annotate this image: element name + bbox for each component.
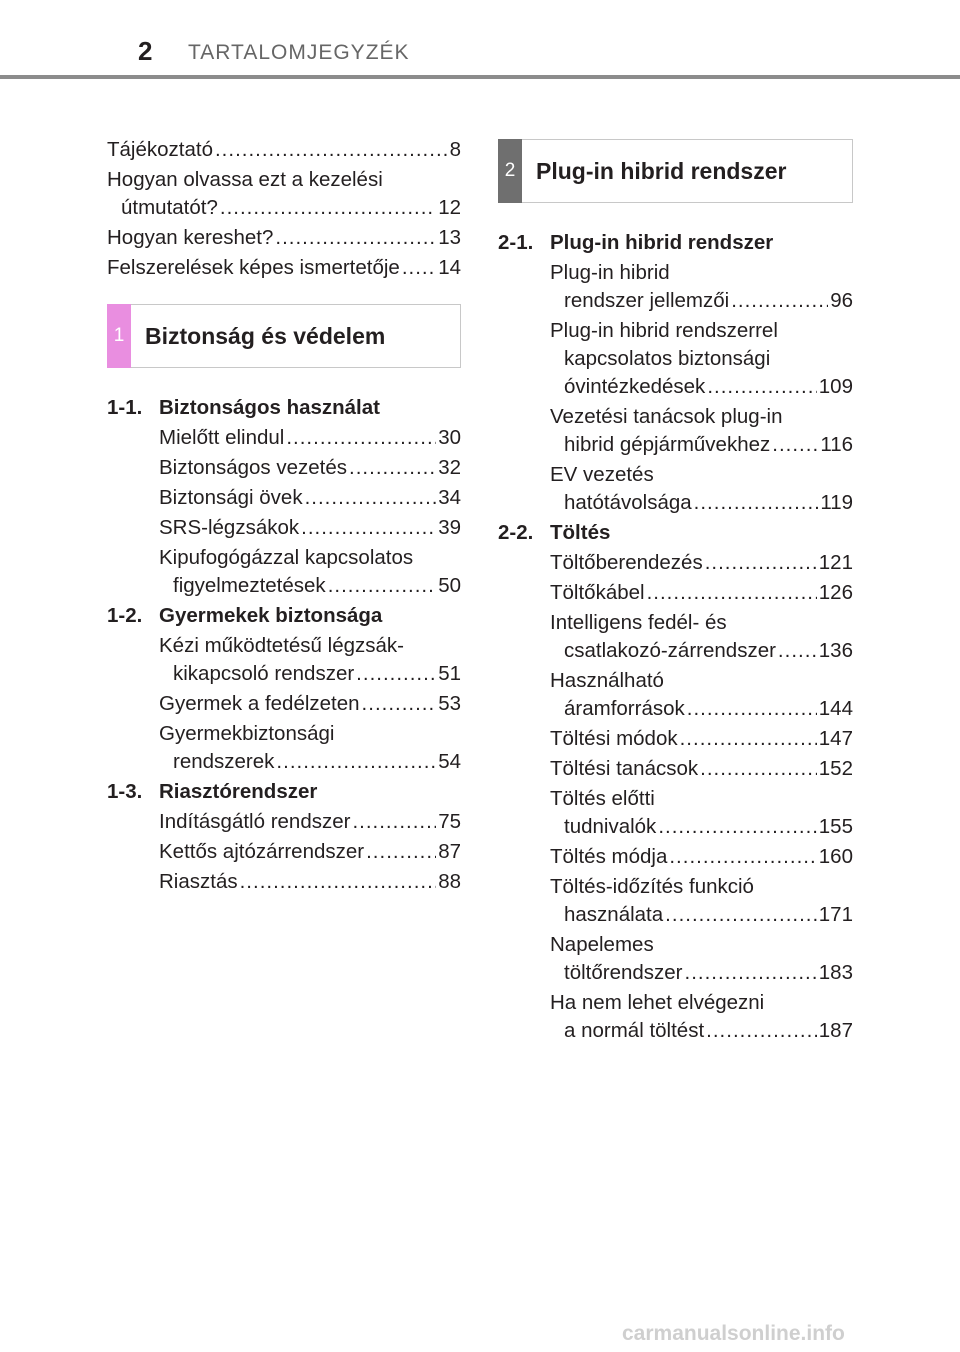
dot-leader	[286, 424, 436, 452]
toc-entry-label: rendszerek	[173, 750, 275, 773]
toc-entry[interactable]	[159, 808, 461, 836]
right-column	[498, 139, 853, 1047]
toc-entry[interactable]	[550, 609, 853, 665]
toc-entry-label: rendszer jellemzői	[564, 289, 730, 312]
toc-page-number: 152	[818, 757, 853, 780]
toc-entry-label: Tájékoztató	[107, 138, 213, 161]
toc-entry-label: Indításgátló rendszer	[159, 810, 351, 833]
dot-leader	[658, 813, 816, 841]
toc-page-number: 121	[818, 551, 853, 574]
toc-entry[interactable]	[159, 544, 461, 600]
toc-entry-label: Vezetési tanácsok plug-in	[550, 405, 783, 428]
toc-page-number: 54	[438, 750, 461, 773]
toc-page-number: 51	[438, 662, 461, 685]
subsection-heading[interactable]	[498, 229, 853, 257]
subsection-title: Plug-in hibrid rendszer	[550, 231, 774, 254]
toc-entry-label: Töltőberendezés	[550, 551, 703, 574]
section-2-tab: 2	[498, 139, 522, 203]
toc-entry-label: útmutatót?	[121, 196, 218, 219]
toc-entry[interactable]	[550, 579, 853, 607]
toc-page-number: 8	[449, 138, 461, 161]
dot-leader	[772, 431, 818, 459]
toc-entry-label: óvintézkedések	[564, 375, 706, 398]
dot-leader	[356, 660, 436, 688]
subsection-title: Gyermekek biztonsága	[159, 604, 383, 627]
toc-entry[interactable]	[107, 224, 461, 252]
dot-leader	[707, 373, 816, 401]
section-2-title: Plug-in hibrid rendszer	[536, 157, 787, 184]
toc-entry-label: Intelligens fedél- és	[550, 611, 727, 634]
subsection-number: 1-1.	[107, 396, 143, 419]
dot-leader	[731, 287, 828, 315]
toc-entry-label: Kettős ajtózárrendszer	[159, 840, 365, 863]
toc-page-number: 160	[818, 845, 853, 868]
toc-page-number: 136	[818, 639, 853, 662]
subsection-entries	[107, 424, 461, 600]
dot-leader	[687, 695, 817, 723]
toc-entry-label: áramforrások	[564, 697, 685, 720]
toc-entry-label: Töltés előtti	[550, 787, 655, 810]
subsection-heading[interactable]	[498, 519, 853, 547]
toc-entry-label: Gyermekbiztonsági	[159, 722, 335, 745]
toc-entry[interactable]	[550, 785, 853, 841]
dot-leader	[778, 637, 817, 665]
dot-leader	[647, 579, 817, 607]
toc-page-number: 187	[818, 1019, 853, 1042]
toc-entry[interactable]	[550, 403, 853, 459]
toc-entry-label: a normál töltést	[564, 1019, 705, 1042]
toc-page-number: 39	[438, 516, 461, 539]
page-header	[0, 0, 960, 80]
subsection-number: 1-3.	[107, 780, 143, 803]
section-1-tab: 1	[107, 304, 131, 368]
toc-entry[interactable]	[159, 454, 461, 482]
dot-leader	[700, 755, 817, 783]
intro-list	[107, 136, 461, 282]
subsection-title: Töltés	[550, 521, 611, 544]
dot-leader	[215, 136, 448, 164]
toc-entry-label: Gyermek a fedélzeten	[159, 692, 360, 715]
toc-entry[interactable]	[159, 632, 461, 688]
toc-entry-label: Mielőtt elindul	[159, 426, 285, 449]
toc-entry[interactable]	[550, 667, 853, 723]
subsection-number: 1-2.	[107, 604, 143, 627]
toc-page-number: 119	[820, 491, 853, 514]
toc-entry-label: Kipufogógázzal kapcsolatos	[159, 546, 414, 569]
toc-entry-label: Napelemes	[550, 933, 654, 956]
subsection-entries	[107, 632, 461, 776]
toc-entry-label: Biztonságos vezetés	[159, 456, 348, 479]
section-1-title: Biztonság és védelem	[145, 322, 386, 349]
toc-entry-label: Ha nem lehet elvégezni	[550, 991, 765, 1014]
toc-entry[interactable]	[550, 259, 853, 315]
section-2-header[interactable]	[498, 139, 853, 203]
dot-leader	[240, 868, 437, 896]
toc-entry-label: figyelmeztetések	[173, 574, 326, 597]
toc-entry-label: Töltés-időzítés funkció	[550, 875, 754, 898]
dot-leader	[352, 808, 436, 836]
toc-entry[interactable]	[550, 989, 853, 1045]
page-number: 2	[138, 36, 153, 66]
toc-entry-label: Hogyan kereshet?	[107, 226, 274, 249]
toc-entry-label: hibrid gépjárművekhez	[564, 433, 771, 456]
toc-entry-label: SRS-légzsákok	[159, 516, 300, 539]
dot-leader	[349, 454, 436, 482]
toc-page-number: 32	[438, 456, 461, 479]
toc-entry-label: kapcsolatos biztonsági	[564, 347, 771, 370]
toc-entry-label: Plug-in hibrid rendszerrel	[550, 319, 778, 342]
toc-page-number: 109	[818, 375, 853, 398]
toc-page-number: 34	[438, 486, 461, 509]
toc-entry-label: Biztonsági övek	[159, 486, 303, 509]
toc-entry[interactable]	[550, 549, 853, 577]
subsection-entries	[107, 808, 461, 896]
section-1-contents	[107, 394, 461, 896]
toc-entry[interactable]	[159, 514, 461, 542]
toc-entry-label: hatótávolsága	[564, 491, 692, 514]
subsection-heading[interactable]	[107, 602, 461, 630]
watermark-logo: carmanualsonline.info	[622, 1322, 845, 1345]
toc-entry-label: EV vezetés	[550, 463, 654, 486]
dot-leader	[706, 1017, 817, 1045]
toc-entry[interactable]	[107, 254, 461, 282]
toc-entry[interactable]	[159, 868, 461, 896]
toc-entry-label: Használható	[550, 669, 664, 692]
toc-entry-label: Kézi működtetésű légzsák-	[159, 634, 404, 657]
toc-page-number: 88	[438, 870, 461, 893]
toc-page-number: 96	[830, 289, 853, 312]
toc-page-number: 144	[818, 697, 853, 720]
toc-entry[interactable]	[159, 838, 461, 866]
subsection-number: 2-2.	[498, 521, 534, 544]
toc-entry[interactable]	[550, 873, 853, 929]
dot-leader	[276, 748, 436, 776]
subsection-title: Biztonságos használat	[159, 396, 380, 419]
dot-leader	[685, 959, 817, 987]
dot-leader	[680, 725, 817, 753]
toc-page-number: 147	[818, 727, 853, 750]
toc-page-number: 116	[820, 433, 853, 456]
toc-entry[interactable]	[107, 166, 461, 222]
toc-entry[interactable]	[550, 755, 853, 783]
page-title: TARTALOMJEGYZÉK	[188, 41, 410, 64]
toc-entry[interactable]	[550, 461, 853, 517]
toc-entry-label: használata	[564, 903, 664, 926]
subsection-entries	[498, 549, 853, 1045]
toc-entry[interactable]	[107, 136, 461, 164]
subsection-number: 2-1.	[498, 231, 534, 254]
toc-entry[interactable]	[550, 931, 853, 987]
toc-page-number: 171	[818, 903, 853, 926]
toc-page-number: 126	[818, 581, 853, 604]
toc-entry-label: töltőrendszer	[564, 961, 683, 984]
toc-page-number: 87	[438, 840, 461, 863]
header-divider	[0, 75, 960, 79]
subsection-heading[interactable]	[107, 394, 461, 422]
toc-entry-label: Töltési módok	[550, 727, 678, 750]
toc-entry-label: Hogyan olvassa ezt a kezelési	[107, 168, 383, 191]
toc-entry-label: Töltőkábel	[550, 581, 645, 604]
dot-leader	[275, 224, 436, 252]
dot-leader	[362, 690, 437, 718]
toc-page-number: 50	[438, 574, 461, 597]
dot-leader	[328, 572, 437, 600]
toc-entry[interactable]	[159, 690, 461, 718]
toc-page-number: 53	[438, 692, 461, 715]
dot-leader	[301, 514, 436, 542]
toc-page-number: 14	[438, 256, 461, 279]
toc-page-number: 183	[818, 961, 853, 984]
toc-page-number: 75	[438, 810, 461, 833]
toc-entry-label: Felszerelések képes ismertetője	[107, 256, 400, 279]
toc-entry[interactable]	[159, 484, 461, 512]
left-column	[107, 136, 461, 898]
section-1-header[interactable]	[107, 304, 461, 368]
toc-page-number: 155	[818, 815, 853, 838]
toc-entry-label: Plug-in hibrid	[550, 261, 670, 284]
toc-entry-label: Töltés módja	[550, 845, 668, 868]
dot-leader	[402, 254, 436, 282]
dot-leader	[694, 489, 819, 517]
dot-leader	[669, 843, 816, 871]
toc-page-number: 13	[438, 226, 461, 249]
toc-entry[interactable]	[550, 843, 853, 871]
dot-leader	[305, 484, 437, 512]
toc-entry-label: kikapcsoló rendszer	[173, 662, 355, 685]
toc-entry[interactable]	[550, 317, 853, 401]
toc-entry-label: Töltési tanácsok	[550, 757, 699, 780]
toc-page-number: 30	[438, 426, 461, 449]
subsection-entries	[498, 259, 853, 517]
dot-leader	[220, 194, 436, 222]
subsection-heading[interactable]	[107, 778, 461, 806]
toc-entry-label: Riasztás	[159, 870, 238, 893]
section-2-contents	[498, 229, 853, 1045]
dot-leader	[705, 549, 817, 577]
toc-entry-label: tudnivalók	[564, 815, 657, 838]
subsection-title: Riasztórendszer	[159, 780, 318, 803]
toc-entry[interactable]	[159, 720, 461, 776]
toc-page-number: 12	[438, 196, 461, 219]
toc-entry-label: csatlakozó-zárrendszer	[564, 639, 776, 662]
dot-leader	[665, 901, 817, 929]
toc-entry[interactable]	[159, 424, 461, 452]
toc-entry[interactable]	[550, 725, 853, 753]
dot-leader	[366, 838, 436, 866]
